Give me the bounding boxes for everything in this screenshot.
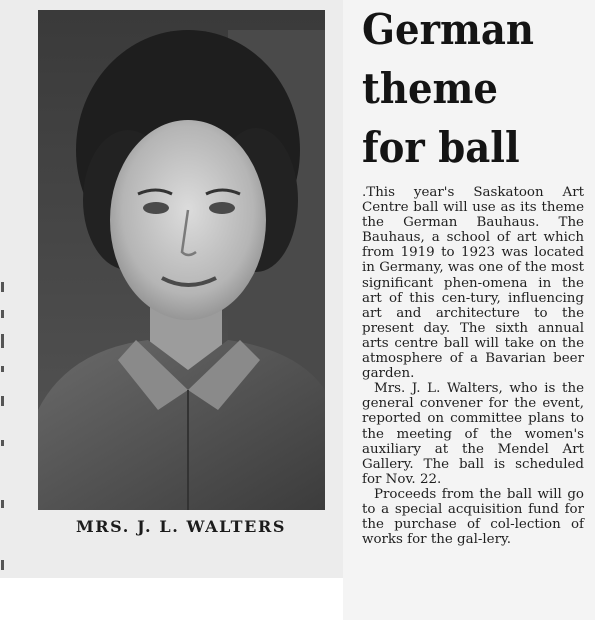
headline (362, 0, 574, 177)
article-body (362, 185, 584, 547)
margin-print-marks (0, 270, 6, 600)
article-paragraph-2: Mrs. J. L. Walters, who is the general convener for the event, reported on committee plans to the meeting of the women's auxiliary at the Mendel Art Gallery. The ball is scheduled for Nov. 22. (362, 381, 584, 487)
headline-line-2: theme (362, 64, 499, 113)
headline-line-3: for ball (362, 123, 520, 172)
portrait-illustration (38, 10, 325, 510)
article-paragraph-1: .This year's Saskatoon Art Centre ball will use as its theme the German Bauhaus. The Bauhaus, a school of art which from 1919 to 1923 was located in Germany, was one of the most significant phen-omena in the art of this cen-tury, influencing art and architecture to the present day. The sixth annual arts centre ball will take on the atmosphere of a Bavarian beer garden. (362, 185, 584, 382)
article-paragraph-3: Proceeds from the ball will go to a special acquisition fund for the purchase of col-lection of works for the gal-lery. (362, 486, 584, 548)
headline-line-1: German (362, 5, 534, 54)
photo-caption: MRS. J. L. WALTERS (75, 517, 287, 536)
portrait-photo (38, 10, 325, 510)
